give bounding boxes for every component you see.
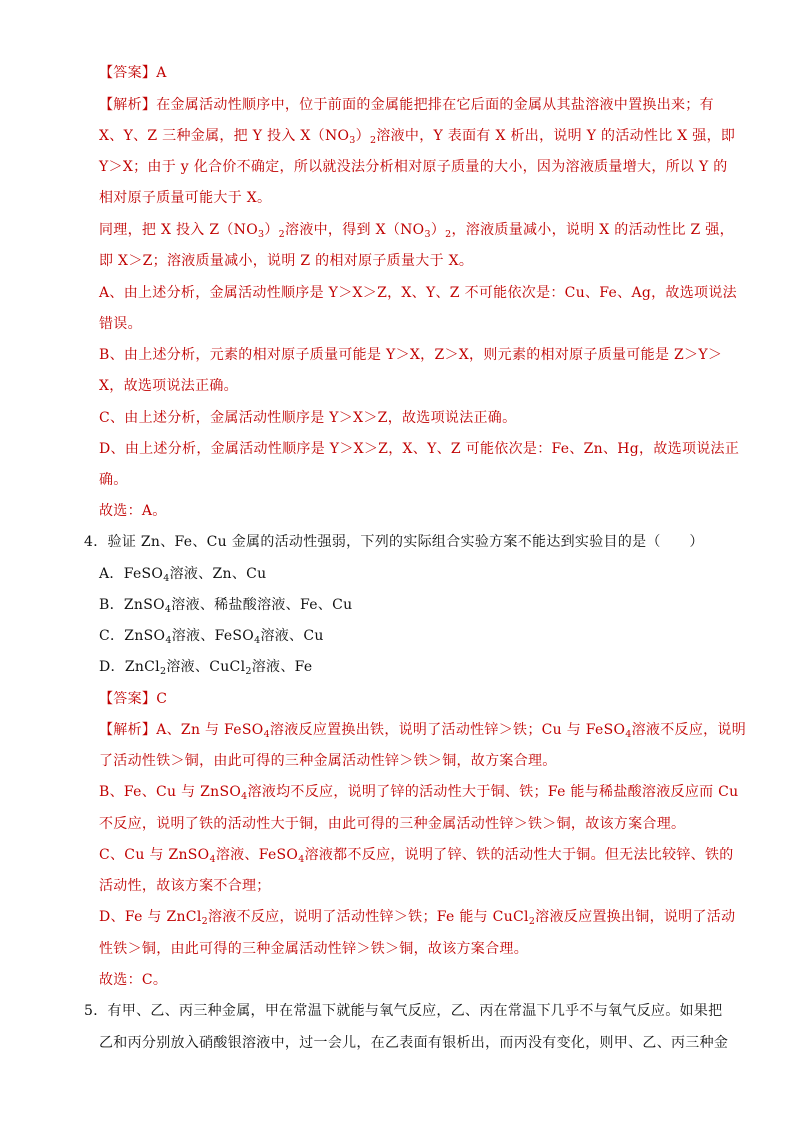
q3-final-answer: 故选：A。 xyxy=(99,503,167,519)
question-number: 4． xyxy=(84,534,108,550)
answer-tag: 【答案】 xyxy=(99,65,157,81)
answer-value: A xyxy=(156,65,167,81)
q4-analysis-line-1 xyxy=(99,720,746,742)
option-text: 溶液、Fe xyxy=(251,659,313,675)
analysis-text: 溶液都不反应，说明了锌、铁的活动性大于铜。但无法比较锌、铁的 xyxy=(304,847,734,863)
q4-analysis-line-3 xyxy=(99,782,739,804)
analysis-text: ） xyxy=(355,128,370,144)
subscript: 2 xyxy=(159,666,167,677)
subscript: 2 xyxy=(445,229,452,240)
subscript: 4 xyxy=(165,635,172,646)
analysis-text: 溶液中，Y 表面有 X 析出，说明 Y 的活动性比 X 强，即 xyxy=(376,128,736,144)
subscript: 4 xyxy=(254,635,261,646)
analysis-text: 在金属活动性顺序中，位于前面的金属能把排在它后面的金属从其盐溶液中置换出来；有 xyxy=(156,97,714,113)
q3-analysis-line-8: 错误。 xyxy=(99,316,142,332)
q4-analysis-line-2: 了活动性铁＞铜，由此可得的三种金属活动性锌＞铁＞铜，故方案合理。 xyxy=(99,753,557,769)
subscript: 2 xyxy=(201,916,208,927)
analysis-text: 溶液反应置换出铁，说明了活动性锌＞铁；Cu 与 FeSO xyxy=(269,722,626,738)
option-text: A．FeSO xyxy=(99,566,164,582)
q5-stem-line-1 xyxy=(84,1001,722,1021)
option-text: D．ZnCl xyxy=(99,659,160,675)
option-text: 溶液、Cu xyxy=(260,628,324,644)
analysis-text: C、Cu 与 ZnSO xyxy=(99,847,210,863)
q3-analysis-line-5 xyxy=(99,220,734,242)
option-text: 溶液、Zn、Cu xyxy=(169,566,267,582)
subscript: 2 xyxy=(369,135,377,146)
analysis-text: ） xyxy=(430,222,446,238)
analysis-text: 溶液、FeSO xyxy=(215,847,299,863)
subscript: 2 xyxy=(528,916,536,927)
analysis-text: 溶液不反应，说明了活动性锌＞铁；Fe 能与 CuCl xyxy=(207,909,529,925)
q4-option-a xyxy=(99,564,266,586)
analysis-text: 同理，把 X 投入 Z（NO xyxy=(99,222,258,238)
analysis-text: 溶液反应置换出铜，说明了活动 xyxy=(535,909,736,925)
subscript: 3 xyxy=(424,229,431,240)
analysis-tag: 【解析】 xyxy=(99,97,157,113)
analysis-text: X、Y、Z 三种金属，把 Y 投入 X（NO xyxy=(99,128,350,144)
subscript: 4 xyxy=(298,854,305,865)
q4-analysis-line-8: 性铁＞铜，由此可得的三种金属活动性锌＞铁＞铜，故该方案合理。 xyxy=(99,941,528,957)
analysis-tag: 【解析】 xyxy=(99,722,157,738)
answer-tag: 【答案】 xyxy=(99,691,157,707)
analysis-text: ） xyxy=(264,222,279,238)
subscript: 3 xyxy=(257,229,265,240)
q3-analysis-line-9: B、由上述分析，元素的相对原子质量可能是 Y＞X，Z＞X，则元素的相对原子质量可能是 Z＞Y＞ xyxy=(99,347,723,363)
subscript: 4 xyxy=(164,604,172,615)
question-number: 5． xyxy=(84,1003,108,1019)
q3-analysis-line-4: 相对原子质量可能大于 X。 xyxy=(99,190,272,206)
q4-option-c xyxy=(99,626,324,648)
q4-final-answer: 故选：C。 xyxy=(99,972,168,988)
question-text: 验证 Zn、Fe、Cu 金属的活动性强弱，下列的实际组合实验方案不能达到实验目的是（ ） xyxy=(107,534,704,550)
subscript: 4 xyxy=(625,729,632,740)
analysis-text: 溶液不反应，说明 xyxy=(631,722,747,738)
analysis-text: B、Fe、Cu 与 ZnSO xyxy=(99,784,242,800)
q3-analysis-line-12: D、由上述分析，金属活动性顺序是 Y＞X＞Z，X、Y、Z 可能依次是：Fe、Zn、Hg，故选项说法正 xyxy=(99,441,740,457)
q3-analysis-line-2 xyxy=(99,126,735,148)
analysis-text: 溶液均不反应，说明了锌的活动性大于铜、铁；Fe 能与稀盐酸溶液反应而 Cu xyxy=(247,784,739,800)
option-text: 溶液、稀盐酸溶液、Fe、Cu xyxy=(171,597,353,613)
option-text: B．ZnSO xyxy=(99,597,165,613)
subscript: 4 xyxy=(263,729,270,740)
answer-value: C xyxy=(156,691,168,707)
option-text: 溶液、FeSO xyxy=(171,628,255,644)
q3-analysis-line-10: X，故选项说法正确。 xyxy=(99,378,238,394)
q3-analysis-line-7: A、由上述分析，金属活动性顺序是 Y＞X＞Z，X、Y、Z 不可能依次是：Cu、Fe、Ag，故选项说法 xyxy=(99,285,737,301)
analysis-text: ，溶液质量减小，说明 X 的活动性比 Z 强， xyxy=(451,222,734,238)
q3-analysis-line-3: Y＞X；由于 y 化合价不确定，所以就没法分析相对原子质量的大小，因为溶液质量增大，所以 Y 的 xyxy=(99,159,728,175)
analysis-text: A、Zn 与 FeSO xyxy=(156,722,264,738)
q4-stem xyxy=(84,532,704,552)
subscript: 2 xyxy=(278,229,286,240)
subscript: 4 xyxy=(241,791,248,802)
option-text: C．ZnSO xyxy=(99,628,166,644)
q3-analysis-line-1 xyxy=(99,95,714,115)
option-text: 溶液、CuCl xyxy=(166,659,246,675)
q4-option-b xyxy=(99,595,352,617)
question-text: 有甲、乙、丙三种金属，甲在常温下就能与氧气反应，乙、丙在常温下几乎不与氧气反应。如果把 xyxy=(107,1003,723,1019)
subscript: 2 xyxy=(245,666,252,677)
analysis-text: 溶液中，得到 X（NO xyxy=(285,222,425,238)
q3-analysis-line-6: 即 X＞Z；溶液质量减小，说明 Z 的相对原子质量大于 X。 xyxy=(99,253,474,269)
subscript: 4 xyxy=(209,854,216,865)
q4-analysis-line-4: 不反应，说明了铁的活动性大于铜，由此可得的三种金属活动性锌＞铁＞铜，故该方案合理。 xyxy=(99,816,686,832)
subscript: 4 xyxy=(163,573,170,584)
q4-analysis-line-5 xyxy=(99,845,734,867)
subscript: 3 xyxy=(349,135,356,146)
q3-analysis-line-13: 确。 xyxy=(99,472,128,488)
q3-answer-line xyxy=(99,63,167,83)
q3-analysis-line-11: C、由上述分析，金属活动性顺序是 Y＞X＞Z，故选项说法正确。 xyxy=(99,410,517,426)
q4-option-d xyxy=(99,657,312,679)
q4-analysis-line-7 xyxy=(99,907,735,929)
q4-answer-line xyxy=(99,689,167,709)
q5-stem-line-2: 乙和丙分别放入硝酸银溶液中，过一会儿，在乙表面有银析出，而丙没有变化，则甲、乙、丙三种金 xyxy=(99,1035,729,1051)
analysis-text: D、Fe 与 ZnCl xyxy=(99,909,202,925)
q4-analysis-line-6: 活动性，故该方案不合理； xyxy=(99,878,271,894)
